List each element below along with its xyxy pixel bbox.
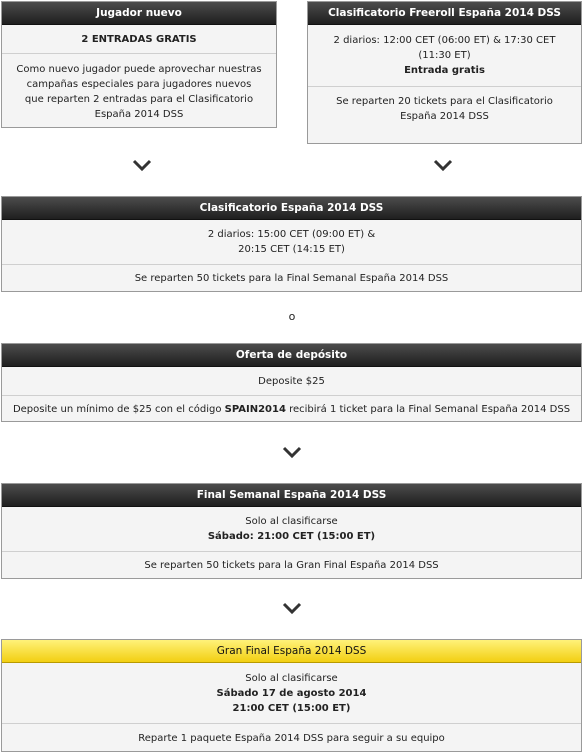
grand-final-time: 21:00 CET (15:00 ET)	[232, 702, 351, 714]
weekly-final-schedule: Sábado: 21:00 CET (15:00 ET)	[207, 531, 376, 542]
grand-final-prize: Reparte 1 paquete España 2014 DSS para seguir a su equipo	[2, 723, 581, 752]
deposit-offer-panel	[1, 343, 582, 422]
new-player-description: Como nuevo jugador puede aprovechar nuestras campañas especiales para jugadores nuevos que reparten 2 entradas para el Clasificatorio España 2014 DSS	[2, 53, 276, 129]
qualifier-prize: Se reparten 50 tickets para la Final Semanal España 2014 DSS	[2, 264, 581, 292]
deposit-desc-after: recibirá 1 ticket para la Final Semanal España 2014 DSS	[285, 403, 571, 415]
deposit-offer-title: Oferta de depósito	[2, 344, 581, 367]
new-player-entries: 2 ENTRADAS GRATIS	[81, 33, 197, 45]
freeroll-title: Clasificatorio Freeroll España 2014 DSS	[308, 2, 581, 25]
weekly-final-info-section	[2, 507, 581, 551]
deposit-amount: Deposite $25	[258, 375, 325, 387]
grand-final-date: Sábado 17 de agosto 2014	[216, 687, 367, 699]
deposit-code: SPAIN2014	[224, 403, 286, 415]
or-separator: o	[288, 310, 296, 323]
weekly-final-condition: Solo al clasificarse	[245, 516, 338, 527]
qualifier-schedule-line2: 20:15 CET (14:15 ET)	[238, 244, 345, 255]
freeroll-entry: Entrada gratis	[404, 65, 485, 76]
new-player-title: Jugador nuevo	[2, 2, 276, 25]
weekly-final-prize: Se reparten 50 tickets para la Gran Final España 2014 DSS	[2, 551, 581, 579]
weekly-final-title: Final Semanal España 2014 DSS	[2, 484, 581, 507]
chevron-down-icon	[131, 158, 153, 172]
deposit-desc-before: Deposite un mínimo de $25 con el código	[12, 403, 225, 415]
qualifier-panel	[1, 196, 582, 292]
freeroll-panel	[307, 1, 582, 144]
grand-final-title: Gran Final España 2014 DSS	[2, 640, 581, 663]
freeroll-schedule-section	[308, 25, 581, 86]
qualifier-schedule-line1: 2 diarios: 15:00 CET (09:00 ET) &	[207, 229, 376, 240]
qualifier-schedule-section	[2, 220, 581, 264]
chevron-down-icon	[281, 601, 303, 615]
chevron-down-icon	[281, 445, 303, 459]
chevron-down-icon	[432, 158, 454, 172]
grand-final-panel	[1, 639, 582, 752]
qualifier-title: Clasificatorio España 2014 DSS	[2, 197, 581, 220]
weekly-final-panel	[1, 483, 582, 579]
new-player-panel	[1, 1, 277, 128]
deposit-description	[2, 395, 581, 422]
grand-final-condition: Solo al clasificarse	[245, 672, 338, 684]
grand-final-info-section	[2, 663, 581, 723]
freeroll-schedule: 2 diarios: 12:00 CET (06:00 ET) & 17:30 CET (11:30 ET)	[333, 35, 556, 61]
freeroll-prize: Se reparten 20 tickets para el Clasificatorio España 2014 DSS	[308, 86, 581, 130]
